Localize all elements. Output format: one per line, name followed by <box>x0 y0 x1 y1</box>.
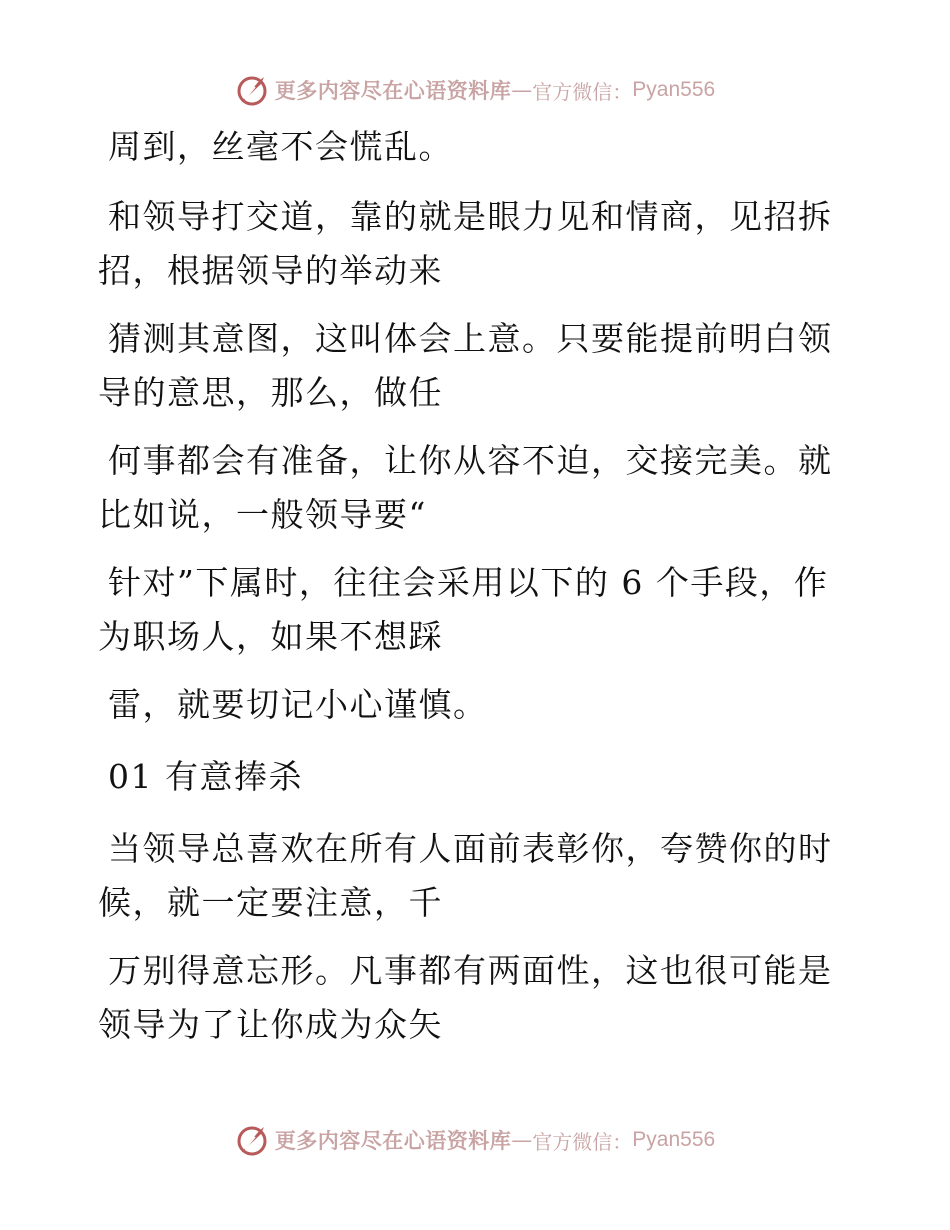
footer-wechat-id: Pyan556 <box>632 1128 716 1151</box>
footer-wechat-label: 官方微信： <box>532 1129 633 1154</box>
header-separator: — <box>511 78 533 102</box>
text-line-15: 领导为了让你成为众矢 <box>98 1005 443 1044</box>
feather-logo-icon <box>235 1123 269 1157</box>
section-heading: 01 有意捧杀 <box>108 757 303 796</box>
text-line-14: 万别得意忘形。凡事都有两面性，这也很可能是 <box>108 951 833 990</box>
footer-separator: — <box>511 1128 533 1152</box>
text-line-5: 导的意思，那么，做任 <box>98 373 443 412</box>
text-line-3: 招，根据领导的举动来 <box>98 251 443 290</box>
text-line-12: 当领导总喜欢在所有人面前表彰你，夸赞你的时 <box>108 829 833 868</box>
text-line-10: 雷，就要切记小心谨慎。 <box>108 685 488 724</box>
header-watermark <box>0 70 950 110</box>
text-line-6: 何事都会有准备，让你从容不迫，交接完美。就 <box>108 441 833 480</box>
header-wechat-id: Pyan556 <box>632 78 716 101</box>
feather-logo-icon <box>235 73 269 107</box>
text-line-9: 为职场人，如果不想踩 <box>98 617 443 656</box>
header-wechat-label: 官方微信： <box>532 79 633 104</box>
document-body <box>98 120 838 1052</box>
text-line-4: 猜测其意图，这叫体会上意。只要能提前明白领 <box>108 319 833 358</box>
header-site-name: 更多内容尽在心语资料库 <box>274 78 512 103</box>
text-line-2: 和领导打交道，靠的就是眼力见和情商，见招拆 <box>108 197 833 236</box>
text-line-1: 周到，丝毫不会慌乱。 <box>108 127 453 166</box>
footer-site-name: 更多内容尽在心语资料库 <box>274 1128 512 1153</box>
footer-watermark <box>0 1120 950 1160</box>
text-line-8: 针对”下属时，往往会采用以下的 6 个手段，作 <box>108 563 829 602</box>
text-line-13: 候，就一定要注意，千 <box>98 883 443 922</box>
text-line-7: 比如说，一般领导要“ <box>98 495 427 534</box>
